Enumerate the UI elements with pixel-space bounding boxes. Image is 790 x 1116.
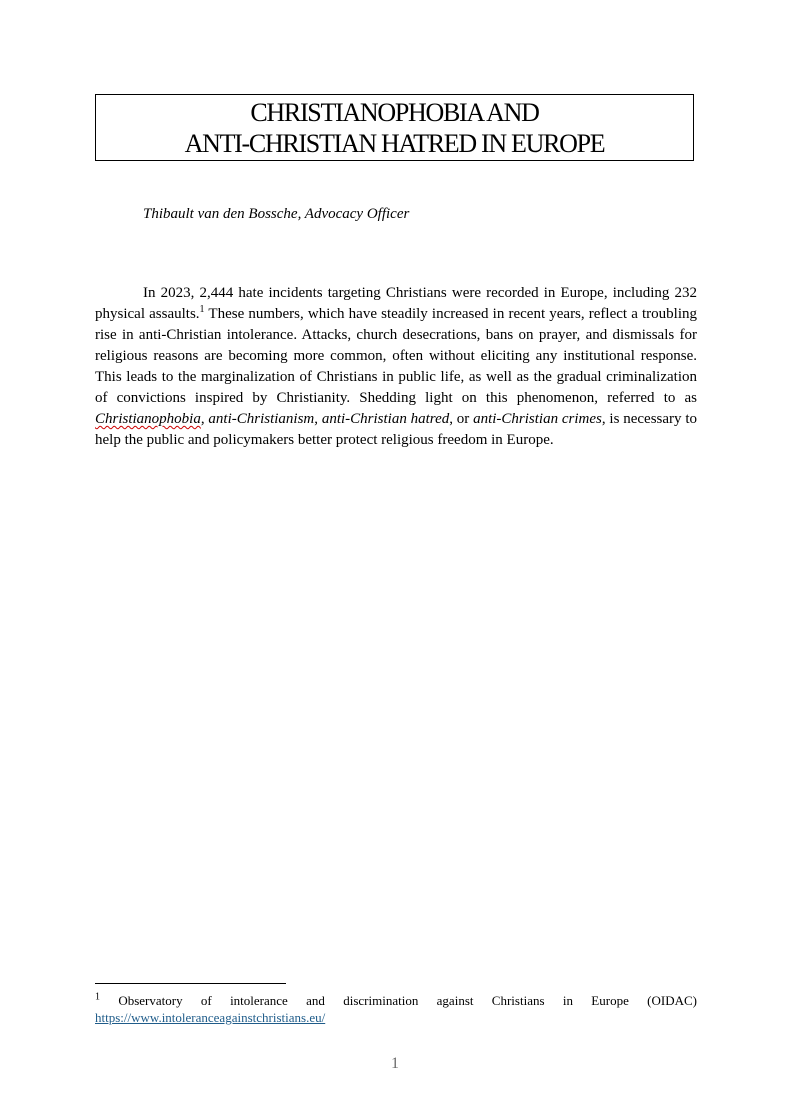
term-anti-christian-crimes: anti-Christian crimes: [473, 411, 602, 427]
body-sentence-2: These numbers, which have steadily increased in recent years, reflect a troubling rise in anti-Christian intolerance. Attacks, church desecrations, bans on prayer, and dismissals for religious reasons are becoming more common, often without eliciting any institutional response. This leads to the marginalization of Christians in public life, as well as the gradual criminalization of convictions inspired by Christianity. Shedding light on this phenomenon, referred to as: [95, 306, 697, 406]
term-anti-christian-hatred: anti-Christian hatred: [321, 411, 450, 427]
footnote-link[interactable]: https://www.intoleranceagainstchristians.eu/: [95, 1010, 326, 1025]
page-number: 1: [391, 1055, 399, 1072]
body-paragraph: [95, 283, 697, 451]
term-anti-christianism: anti-Christianism: [208, 411, 315, 427]
footnote: [95, 992, 697, 1009]
separator-3: , or: [449, 411, 474, 427]
footnote-separator: [95, 983, 286, 984]
title-line-2: ANTI-CHRISTIAN HATRED IN EUROPE: [184, 128, 605, 158]
author-byline: Thibault van den Bossche, Advocacy Officer: [143, 206, 410, 222]
body-sentence-3: , is necessary to help the public and policymakers better protect religious freedom in Europe.: [95, 411, 697, 448]
footnote-reference[interactable]: 1: [199, 304, 205, 315]
footnote-number: 1: [95, 991, 100, 1003]
separator-1: ,: [200, 411, 209, 427]
footnote-text: Observatory of intolerance and discrimination against Christians in Europe (OIDAC): [118, 993, 697, 1008]
term-christianophobia: Christianophobia: [95, 411, 201, 427]
title-box: [95, 94, 694, 161]
title-line-1: CHRISTIANOPHOBIA AND: [250, 97, 539, 127]
separator-2: ,: [314, 411, 322, 427]
body-sentence-1: In 2023, 2,444 hate incidents targeting Christians were recorded in Europe, including 232 physical assaults.: [95, 285, 697, 322]
